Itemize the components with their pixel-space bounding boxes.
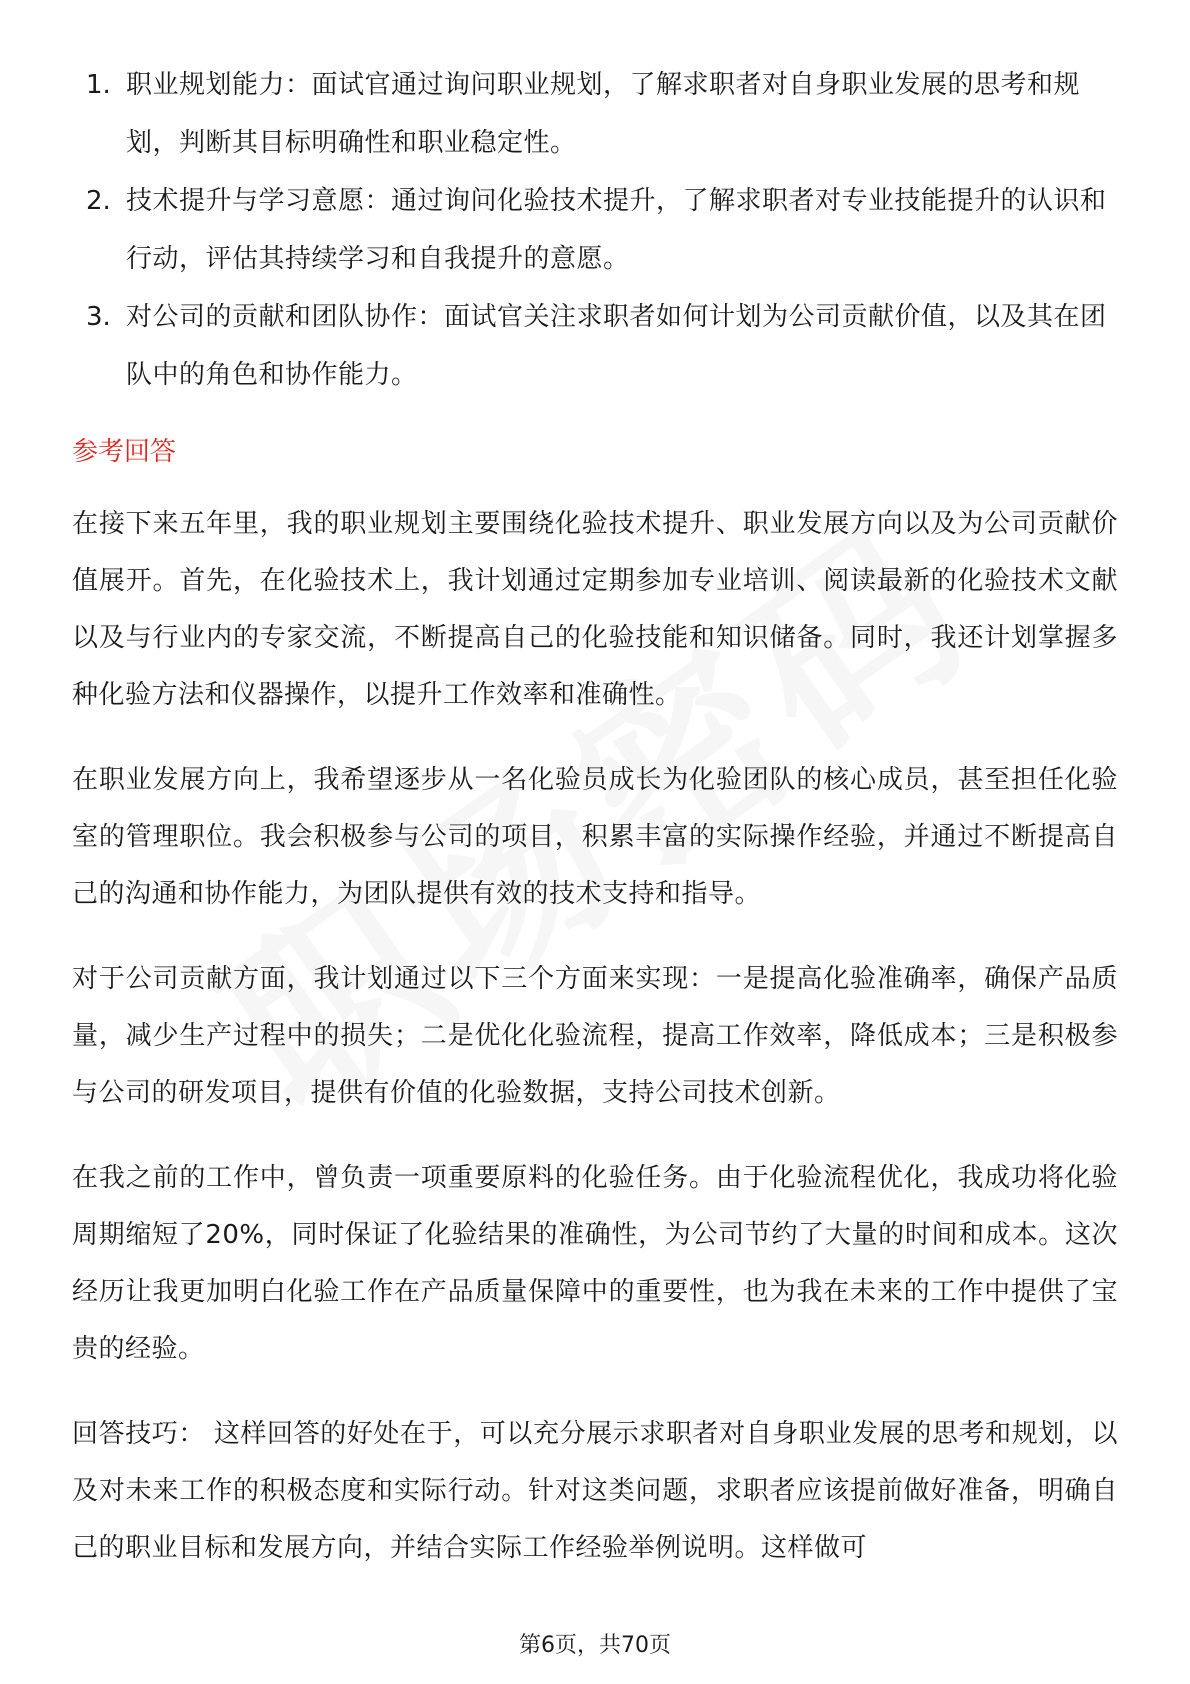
page-number-footer: 第6页，共70页 xyxy=(519,1633,671,1658)
evaluation-points-list xyxy=(72,56,1118,404)
answer-paragraph: 在职业发展方向上，我希望逐步从一名化验员成长为化验团队的核心成员，甚至担任化验室的管理职位。我会积极参与公司的项目，积累丰富的实际操作经验，并通过不断提高自己的沟通和协作能力，为团队提供有效的技术支持和指导。 xyxy=(72,765,1118,909)
answer-tips-paragraph: 回答技巧： 这样回答的好处在于，可以充分展示求职者对自身职业发展的思考和规划，以及对未来工作的积极态度和实际行动。针对这类问题，求职者应该提前做好准备，明确自己的职业目标和发展方向，并结合实际工作经验举例说明。这样做可 xyxy=(72,1419,1118,1563)
list-item xyxy=(72,172,1118,288)
list-item-text: 对公司的贡献和团队协作：面试官关注求职者如何计划为公司贡献价值，以及其在团队中的角色和协作能力。 xyxy=(126,302,1107,390)
answer-paragraph: 在接下来五年里，我的职业规划主要围绕化验技术提升、职业发展方向以及为公司贡献价值展开。首先，在化验技术上，我计划通过定期参加专业培训、阅读最新的化验技术文献以及与行业内的专家交流，不断提高自己的化验技能和知识储备。同时，我还计划掌握多种化验方法和仪器操作，以提升工作效率和准确性。 xyxy=(72,509,1118,710)
answer-paragraph: 在我之前的工作中，曾负责一项重要原料的化验任务。由于化验流程优化，我成功将化验周期缩短了20%，同时保证了化验结果的准确性，为公司节约了大量的时间和成本。这次经历让我更加明白化验工作在产品质量保障中的重要性，也为我在未来的工作中提供了宝贵的经验。 xyxy=(72,1163,1118,1364)
page-content xyxy=(72,56,1118,1605)
list-item-number: 2. xyxy=(86,186,111,216)
list-item-number: 3. xyxy=(86,302,111,332)
list-item-number: 1. xyxy=(86,70,111,100)
section-heading: 参考回答 xyxy=(72,437,177,467)
answer-paragraph: 对于公司贡献方面，我计划通过以下三个方面来实现：一是提高化验准确率，确保产品质量，减少生产过程中的损失；二是优化化验流程，提高工作效率，降低成本；三是积极参与公司的研发项目，提供有价值的化验数据，支持公司技术创新。 xyxy=(72,964,1118,1108)
list-item-text: 技术提升与学习意愿：通过询问化验技术提升，了解求职者对专业技能提升的认识和行动，评估其持续学习和自我提升的意愿。 xyxy=(126,186,1107,274)
list-item xyxy=(72,288,1118,404)
list-item-text: 职业规划能力：面试官通过询问职业规划，了解求职者对自身职业发展的思考和规划，判断其目标明确性和职业稳定性。 xyxy=(126,70,1081,158)
list-item xyxy=(72,56,1118,172)
